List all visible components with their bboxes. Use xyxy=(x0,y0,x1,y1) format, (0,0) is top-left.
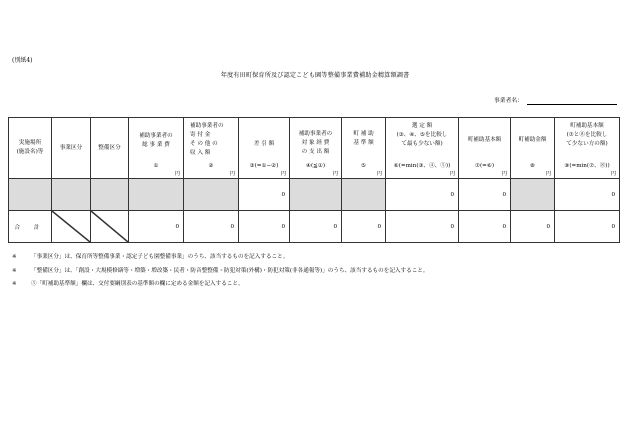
cell-business-category[interactable] xyxy=(52,179,91,211)
note-item: ※ 「事業区分」は、保育所等整備事業・認定子ども園整備事業」のうち、該当するものを記入すること。 xyxy=(12,254,289,260)
cell-standard[interactable] xyxy=(342,179,386,211)
header-difference: 差 引 額 ③(=①−②) 円 xyxy=(239,118,290,179)
total-total-cost: 0 xyxy=(129,211,184,243)
total-base-amount: 0 xyxy=(459,211,511,243)
header-maintenance-category: 整備区分 xyxy=(91,118,129,179)
note-item: ※ ⑤「町補助基準額」欄は、交付要綱別表の基準額の欄に定める金額を記入すること。 xyxy=(12,281,244,287)
table-row xyxy=(9,179,620,211)
cell-donation[interactable] xyxy=(184,179,239,211)
cell-base-amount: 0 xyxy=(459,179,511,211)
header-subsidy: 町補助金額 ⑧ 円 xyxy=(511,118,555,179)
cell-total-cost[interactable] xyxy=(129,179,184,211)
header-eligible-cost: 補助事業者の 対 象 経 費 の 支 出 額 ④(≦①) 円 xyxy=(290,118,342,179)
settlement-table xyxy=(8,117,619,243)
header-business-category: 事業区分 xyxy=(52,118,91,179)
header-selected: 選 定 額 (③、④、⑤を比較し て最も少ない額) ⑥(=min(③、④、⑤)) 円 xyxy=(386,118,459,179)
slash-cell xyxy=(52,211,91,243)
vendor-name-label: 事業者名： xyxy=(494,98,523,104)
total-label: 合 計 xyxy=(9,211,52,243)
cell-difference: 0 xyxy=(239,179,290,211)
form-label: (別紙4) xyxy=(12,57,33,64)
cell-maintenance-category[interactable] xyxy=(91,179,129,211)
cell-location[interactable] xyxy=(9,179,52,211)
cell-subsidy[interactable] xyxy=(511,179,555,211)
table-header-row xyxy=(9,118,620,179)
note-item: ※ 「整備区分」は、「創設・大規模修繕等・増築・増改築・民者・防音整整備・防犯対策(外構)・防犯対策(非各通報等)」のうち、該当するものを記入すること。 xyxy=(12,267,429,274)
total-base-compare: 0 xyxy=(555,211,620,243)
header-standard: 町 補 助 基 準 額 ⑤ 円 xyxy=(342,118,386,179)
header-donation: 補助事業者の 寄 付 金 そ の 他 の 収 入 額 ② 円 xyxy=(184,118,239,179)
cell-eligible-cost[interactable] xyxy=(290,179,342,211)
vendor-name-field[interactable] xyxy=(527,104,617,105)
total-standard: 0 xyxy=(342,211,386,243)
cell-base-compare: 0 xyxy=(555,179,620,211)
total-subsidy: 0 xyxy=(511,211,555,243)
total-row xyxy=(9,211,620,243)
total-difference: 0 xyxy=(239,211,290,243)
notes xyxy=(12,251,429,292)
header-location: 実施場所 (施設名)等 xyxy=(9,118,52,179)
header-base-amount: 町補助基本額 ⑦(=⑥) 円 xyxy=(459,118,511,179)
header-total-cost: 補助事業者の 総 事 業 費 ① 円 xyxy=(129,118,184,179)
document-title: 年度有田町保育所及び認定こども園等整備事業費補助金精算額調書 xyxy=(220,72,410,79)
cell-selected: 0 xyxy=(386,179,459,211)
total-donation: 0 xyxy=(184,211,239,243)
total-selected: 0 xyxy=(386,211,459,243)
slash-cell xyxy=(91,211,129,243)
total-eligible-cost: 0 xyxy=(290,211,342,243)
header-base-compare: 町補助基本額 (⑦と⑧を比較し て少ない方の額) ⑨(=min(⑦、⑧)) 円 xyxy=(555,118,620,179)
